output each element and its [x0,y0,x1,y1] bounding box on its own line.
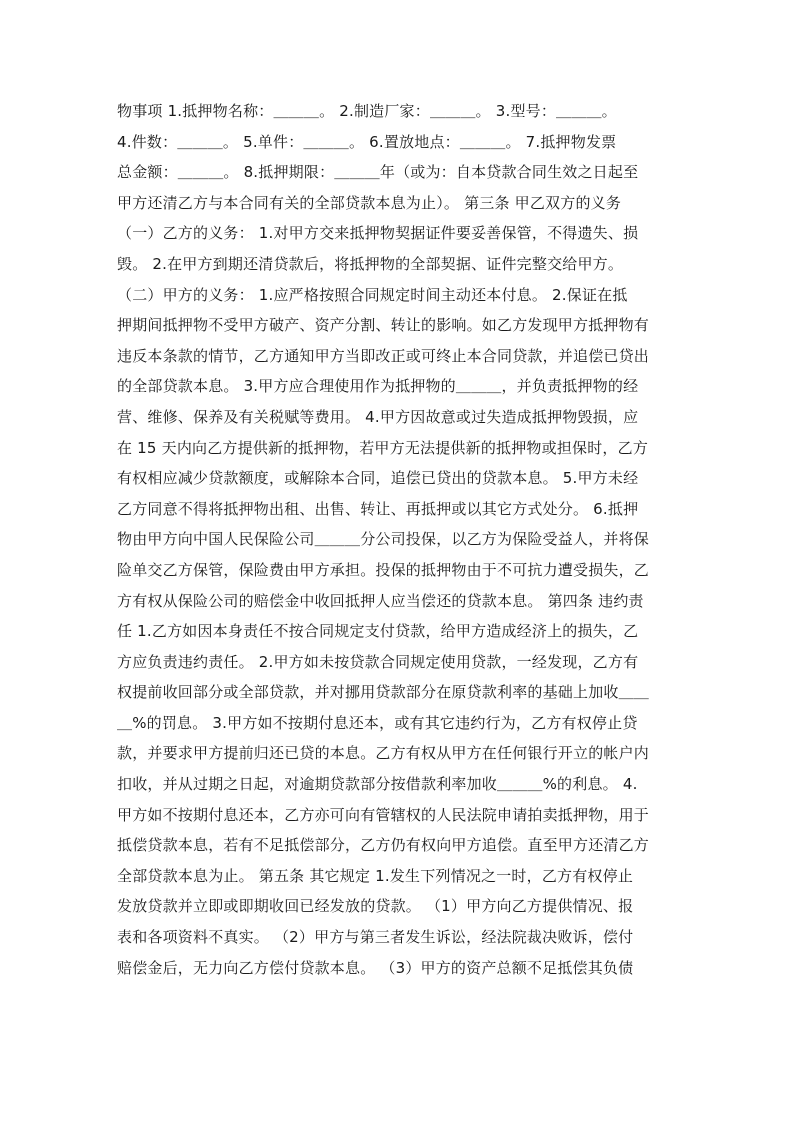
text-line-20: 权提前收回部分或全部贷款，并对挪用贷款部分在原贷款利率的基础上加收＿＿ [117,683,650,702]
text-line-28: 表和各项资料不真实。 （2）甲方与第三者发生诉讼，经法院裁决败诉，偿付 [117,928,634,947]
text-line-27: 发放贷款并立即或即期收回已经发放的贷款。 （1）甲方向乙方提供情况、报 [117,897,634,916]
text-line-12: 在 15 天内向乙方提供新的抵押物，若甲方无法提供新的抵押物或担保时，乙方 [117,438,649,457]
contract-body-text [117,96,697,983]
text-line-24: 甲方如不按期付息还本，乙方亦可向有管辖权的人民法院申请拍卖抵押物，用于 [117,805,650,824]
text-line-18: 任 1.乙方如因本身责任不按合同规定支付贷款，给甲方造成经济上的损失，乙 [117,622,639,641]
text-line-26: 全部贷款本息为止。 第五条 其它规定 1.发生下列情况之一时，乙方有权停止 [117,866,634,885]
text-line-16: 险单交乙方保管，保险费由甲方承担。投保的抵押物由于不可抗力遭受损失，乙 [117,560,650,579]
text-line-11: 营、维修、保养及有关税赋等费用。 4.甲方因故意或过失造成抵押物毁损，应 [117,407,639,426]
text-line-17: 方有权从保险公司的赔偿金中收回抵押人应当偿还的贷款本息。 第四条 违约责 [117,591,644,610]
text-line-23: 扣收，并从过期之日起，对逾期贷款部分按借款利率加收＿＿＿%的利息。 4. [117,775,638,794]
text-line-1: 物事项 1.抵押物名称：＿＿＿。 2.制造厂家：＿＿＿。 3.型号：＿＿＿。 [117,102,617,120]
text-line-21: ＿%的罚息。 3.甲方如不按期付息还本，或有其它违约行为，乙方有权停止贷 [117,713,638,732]
text-line-5: （一）乙方的义务： 1.对甲方交来抵押物契据证件要妥善保管，不得遗失、损 [117,224,639,243]
text-line-19: 方应负责违约责任。 2.甲方如未按贷款合同规定使用贷款，一经发现，乙方有 [117,652,639,671]
text-line-15: 物由甲方向中国人民保险公司＿＿＿分公司投保，以乙方为保险受益人，并将保 [117,530,650,549]
text-line-13: 有权相应减少贷款额度，或解除本合同，追偿已贷出的贷款本息。 5.甲方未经 [117,469,639,488]
text-line-22: 款，并要求甲方提前归还已贷的本息。乙方有权从甲方在任何银行开立的帐户内 [117,744,650,763]
text-line-25: 抵偿贷款本息，若有不足抵偿部分，乙方仍有权向甲方追偿。直至甲方还清乙方 [117,836,650,855]
text-line-10: 的全部贷款本息。 3.甲方应合理使用作为抵押物的＿＿＿，并负责抵押物的经 [117,377,639,396]
text-line-7: （二）甲方的义务： 1.应严格按照合同规定时间主动还本付息。 2.保证在抵 [117,285,628,304]
text-line-2: 4.件数：＿＿＿。 5.单件：＿＿＿。 6.置放地点：＿＿＿。 7.抵押物发票 [117,132,617,151]
text-line-8: 押期间抵押物不受甲方破产、资产分割、转让的影响。如乙方发现甲方抵押物有 [117,316,650,335]
text-line-29: 赔偿金后，无力向乙方偿付贷款本息。 （3）甲方的资产总额不足抵偿其负债 [117,958,634,977]
text-line-4: 甲方还清乙方与本合同有关的全部贷款本息为止）。 第三条 甲乙双方的义务 [117,193,622,212]
text-line-6: 毁。 2.在甲方到期还清贷款后，将抵押物的全部契据、证件完整交给甲方。 [117,254,624,273]
text-line-14: 乙方同意不得将抵押物出租、出售、转让、再抵押或以其它方式处分。 6.抵押 [117,499,639,518]
text-line-9: 违反本条款的情节，乙方通知甲方当即改正或可终止本合同贷款，并追偿已贷出 [117,346,650,365]
text-line-3: 总金额：＿＿＿。 8.抵押期限：＿＿＿年（或为：自本贷款合同生效之日起至 [117,163,639,182]
